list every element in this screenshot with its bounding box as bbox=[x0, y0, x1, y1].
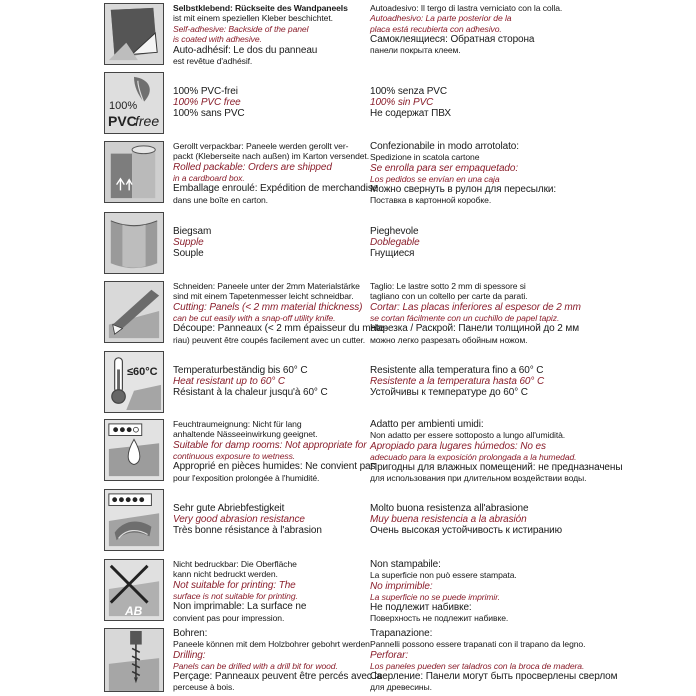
line: kann nicht bedruckt werden. bbox=[173, 569, 278, 580]
line: Heat resistant up to 60° C bbox=[173, 376, 286, 388]
line: Не содержат ПВХ bbox=[370, 108, 451, 120]
line: La superficie non può essere stampata. bbox=[370, 570, 517, 581]
line: Molto buona resistenza all'abrasione bbox=[370, 503, 529, 514]
line: can be cut easily with a snap-off utility knife. bbox=[173, 313, 336, 324]
damp-room-icon bbox=[104, 419, 164, 481]
line: Biegsam bbox=[173, 226, 212, 237]
line: Bohren: bbox=[173, 628, 208, 639]
icon-label: ≤60°C bbox=[127, 366, 158, 378]
line: Gerollt verpackbar: Paneele werden gerollt ver- bbox=[173, 141, 349, 151]
line: perceuse à bois. bbox=[173, 682, 235, 693]
line: Perçage: Panneaux peuvent être percés avec la bbox=[173, 671, 382, 683]
line: ist mit einem speziellen Kleber beschichtet. bbox=[173, 13, 333, 24]
line: Resistente alla temperatura fino a 60° C bbox=[370, 365, 544, 376]
feature-text-left bbox=[173, 559, 361, 623]
line: Поставка в картонной коробке. bbox=[370, 195, 492, 206]
line: Cutting: Panels (< 2 mm material thickness) bbox=[173, 301, 363, 313]
line: Très bonne résistance à l'abrasion bbox=[173, 525, 322, 537]
line: Trapanazione: bbox=[370, 628, 433, 639]
line: Los pedidos se envían en una caja bbox=[370, 173, 500, 184]
line: convient pas pour impression. bbox=[173, 612, 285, 623]
line: 100% PVC-frei bbox=[173, 86, 238, 97]
line: Сверление: Панели могут быть просверлены сверлом bbox=[370, 671, 618, 683]
feature-text-right bbox=[370, 226, 580, 260]
line: Очень высокая устойчивость к истиранию bbox=[370, 525, 563, 537]
feature-text-right bbox=[370, 281, 580, 345]
feature-text-right bbox=[370, 3, 580, 56]
feature-text-right bbox=[370, 365, 580, 399]
line: Confezionabile in modo arrotolato: bbox=[370, 141, 519, 152]
line: Supple bbox=[173, 237, 204, 249]
line: Autoadesivo: Il tergo di lastra verniciato con la colla. bbox=[370, 3, 563, 13]
line: Approprié en pièces humides: Ne convient pas bbox=[173, 461, 376, 473]
line: Schneiden: Paneele unter der 2mm Materialstärke bbox=[173, 281, 360, 291]
rolled-package-icon bbox=[104, 141, 164, 203]
line: Drilling: bbox=[173, 649, 206, 661]
line: Résistant à la chaleur jusqu'à 60° C bbox=[173, 387, 328, 399]
feature-text-left bbox=[173, 365, 361, 399]
adhesive-icon bbox=[104, 3, 164, 65]
line: placa está recubierta con adhesivo. bbox=[370, 23, 502, 34]
line: Самоклеящиеся: Обратная сторона bbox=[370, 34, 535, 46]
line: Устойчивы к температуре до 60° C bbox=[370, 387, 528, 399]
line: Taglio: Le lastre sotto 2 mm di spessore si bbox=[370, 281, 526, 291]
line: Self-adhesive: Backside of the panel bbox=[173, 23, 309, 34]
drilling-icon bbox=[104, 628, 164, 692]
line: se cortan fácilmente con un cuchillo de papel tapiz. bbox=[370, 313, 560, 324]
line: Non adatto per essere sottoposto a lungo all'umidità. bbox=[370, 430, 566, 441]
line: Non stampabile: bbox=[370, 559, 441, 570]
line: Selbstklebend: Rückseite des Wandpaneels bbox=[173, 3, 348, 13]
line: Perforar: bbox=[370, 649, 409, 661]
line: Nicht bedruckbar: Die Oberfläche bbox=[173, 559, 297, 569]
line: Not suitable for printing: The bbox=[173, 579, 296, 591]
line: Temperaturbeständig bis 60° C bbox=[173, 365, 308, 376]
line: Autoadhesivo: La parte posterior de la bbox=[370, 13, 512, 24]
line: packt (Kleberseite nach außen) im Karton versendet. bbox=[173, 151, 370, 162]
text-de bbox=[173, 3, 361, 13]
line: Découpe: Panneaux (< 2 mm épaisseur du mate- bbox=[173, 323, 388, 335]
line: Doblegable bbox=[370, 237, 420, 249]
feature-text-left bbox=[173, 419, 376, 483]
line: surface is not suitable for printing. bbox=[173, 591, 298, 602]
line: Пригодны для влажных помещений: не предназначены bbox=[370, 462, 623, 474]
line: in a cardboard box. bbox=[173, 173, 245, 184]
line: No imprimible: bbox=[370, 580, 433, 592]
line: Нарезка / Раскрой: Панели толщиной до 2 мм bbox=[370, 323, 579, 335]
feature-text-left bbox=[173, 86, 361, 120]
line: Adatto per ambienti umidi: bbox=[370, 419, 484, 430]
icon-label: 100% bbox=[109, 100, 138, 112]
line: для использования при длительном воздействии воды. bbox=[370, 473, 587, 484]
line: можно легко разрезать обойным ножом. bbox=[370, 334, 528, 345]
line: Можно свернуть в рулон для пересылки: bbox=[370, 184, 557, 196]
line: Very good abrasion resistance bbox=[173, 514, 305, 526]
not-printable-icon bbox=[104, 559, 164, 621]
line: La superficie no se puede imprimir. bbox=[370, 591, 500, 602]
feature-text-right bbox=[370, 628, 618, 693]
line: sind mit einem Tapetenmesser leicht schneidbar. bbox=[173, 291, 354, 302]
flexible-icon bbox=[104, 212, 164, 274]
line: Panels can be drilled with a drill bit for wood. bbox=[173, 660, 338, 671]
line: Pannelli possono essere trapanati con il trapano da legno. bbox=[370, 639, 586, 650]
line: Los paneles pueden ser taladros con la broca de madera. bbox=[370, 660, 585, 671]
line: панели покрыта клеем. bbox=[370, 45, 461, 56]
feature-text-left bbox=[173, 281, 388, 345]
line: Emballage enroulé: Expédition de merchandise bbox=[173, 183, 379, 195]
feature-text-right bbox=[370, 419, 623, 484]
line: Гнущиеся bbox=[370, 248, 415, 260]
line: riau) peuvent être coupés facilement avec un cutter. bbox=[173, 334, 366, 345]
line: Pieghevole bbox=[370, 226, 419, 237]
line: Spedizione in scatola cartone bbox=[370, 152, 480, 163]
feature-text-left bbox=[173, 628, 382, 693]
feature-text-right bbox=[370, 141, 580, 206]
icon-label: free bbox=[135, 113, 160, 129]
feature-text-left bbox=[173, 3, 361, 66]
line: is coated with adhesive. bbox=[173, 34, 262, 45]
heat-resistant-icon bbox=[104, 351, 164, 413]
line: 100% sans PVC bbox=[173, 108, 245, 120]
feature-text-left bbox=[173, 141, 379, 205]
feature-text-left bbox=[173, 503, 361, 537]
line: для древесины. bbox=[370, 682, 432, 693]
line: pour l'exposition prolongée à l'humidité. bbox=[173, 472, 320, 483]
line: Se enrolla para ser empaquetado: bbox=[370, 162, 519, 174]
line: Cortar: Las placas inferiores al espesor de 2 mm bbox=[370, 301, 581, 313]
pvc-free-icon bbox=[104, 72, 164, 134]
line: tagliano con un coltello per carte da parati. bbox=[370, 291, 528, 302]
feature-text-left bbox=[173, 226, 361, 260]
feature-text-right bbox=[370, 86, 580, 120]
line: Не подлежит набивке: bbox=[370, 602, 472, 614]
icon-label: AB bbox=[125, 604, 143, 618]
line: 100% PVC free bbox=[173, 97, 241, 109]
line: Muy buena resistencia a la abrasión bbox=[370, 514, 527, 526]
line: Sehr gute Abriebfestigkeit bbox=[173, 503, 285, 514]
line: 100% sin PVC bbox=[370, 97, 434, 109]
line: Suitable for damp rooms: Not appropriate for bbox=[173, 439, 367, 451]
line: Non imprimable: La surface ne bbox=[173, 601, 307, 613]
line: adecuado para la exposición prolongada a la humedad. bbox=[370, 451, 577, 462]
cutting-icon bbox=[104, 281, 164, 343]
line: continuous exposure to wetness. bbox=[173, 451, 296, 462]
line: dans une boîte en carton. bbox=[173, 194, 268, 205]
line: 100% senza PVC bbox=[370, 86, 447, 97]
line: Apropiado para lugares húmedos: No es bbox=[370, 440, 546, 452]
feature-text-right bbox=[370, 503, 580, 537]
line: Souple bbox=[173, 248, 204, 260]
line: Resistente a la temperatura hasta 60° C bbox=[370, 376, 545, 388]
line: Feuchtraumeignung: Nicht für lang bbox=[173, 419, 302, 429]
line: est revêtue d'adhésif. bbox=[173, 55, 253, 66]
line: Rolled packable: Orders are shipped bbox=[173, 161, 332, 173]
line: Paneele können mit dem Holzbohrer gebohrt werden. bbox=[173, 639, 373, 650]
feature-text-right bbox=[370, 559, 580, 624]
line: anhaltende Nässeeinwirkung geeignet. bbox=[173, 429, 318, 440]
line: Auto-adhésif: Le dos du panneau bbox=[173, 44, 318, 56]
icon-label: PVC bbox=[108, 113, 137, 129]
line: Поверхность не подлежит набивке. bbox=[370, 613, 509, 624]
abrasion-icon bbox=[104, 489, 164, 551]
